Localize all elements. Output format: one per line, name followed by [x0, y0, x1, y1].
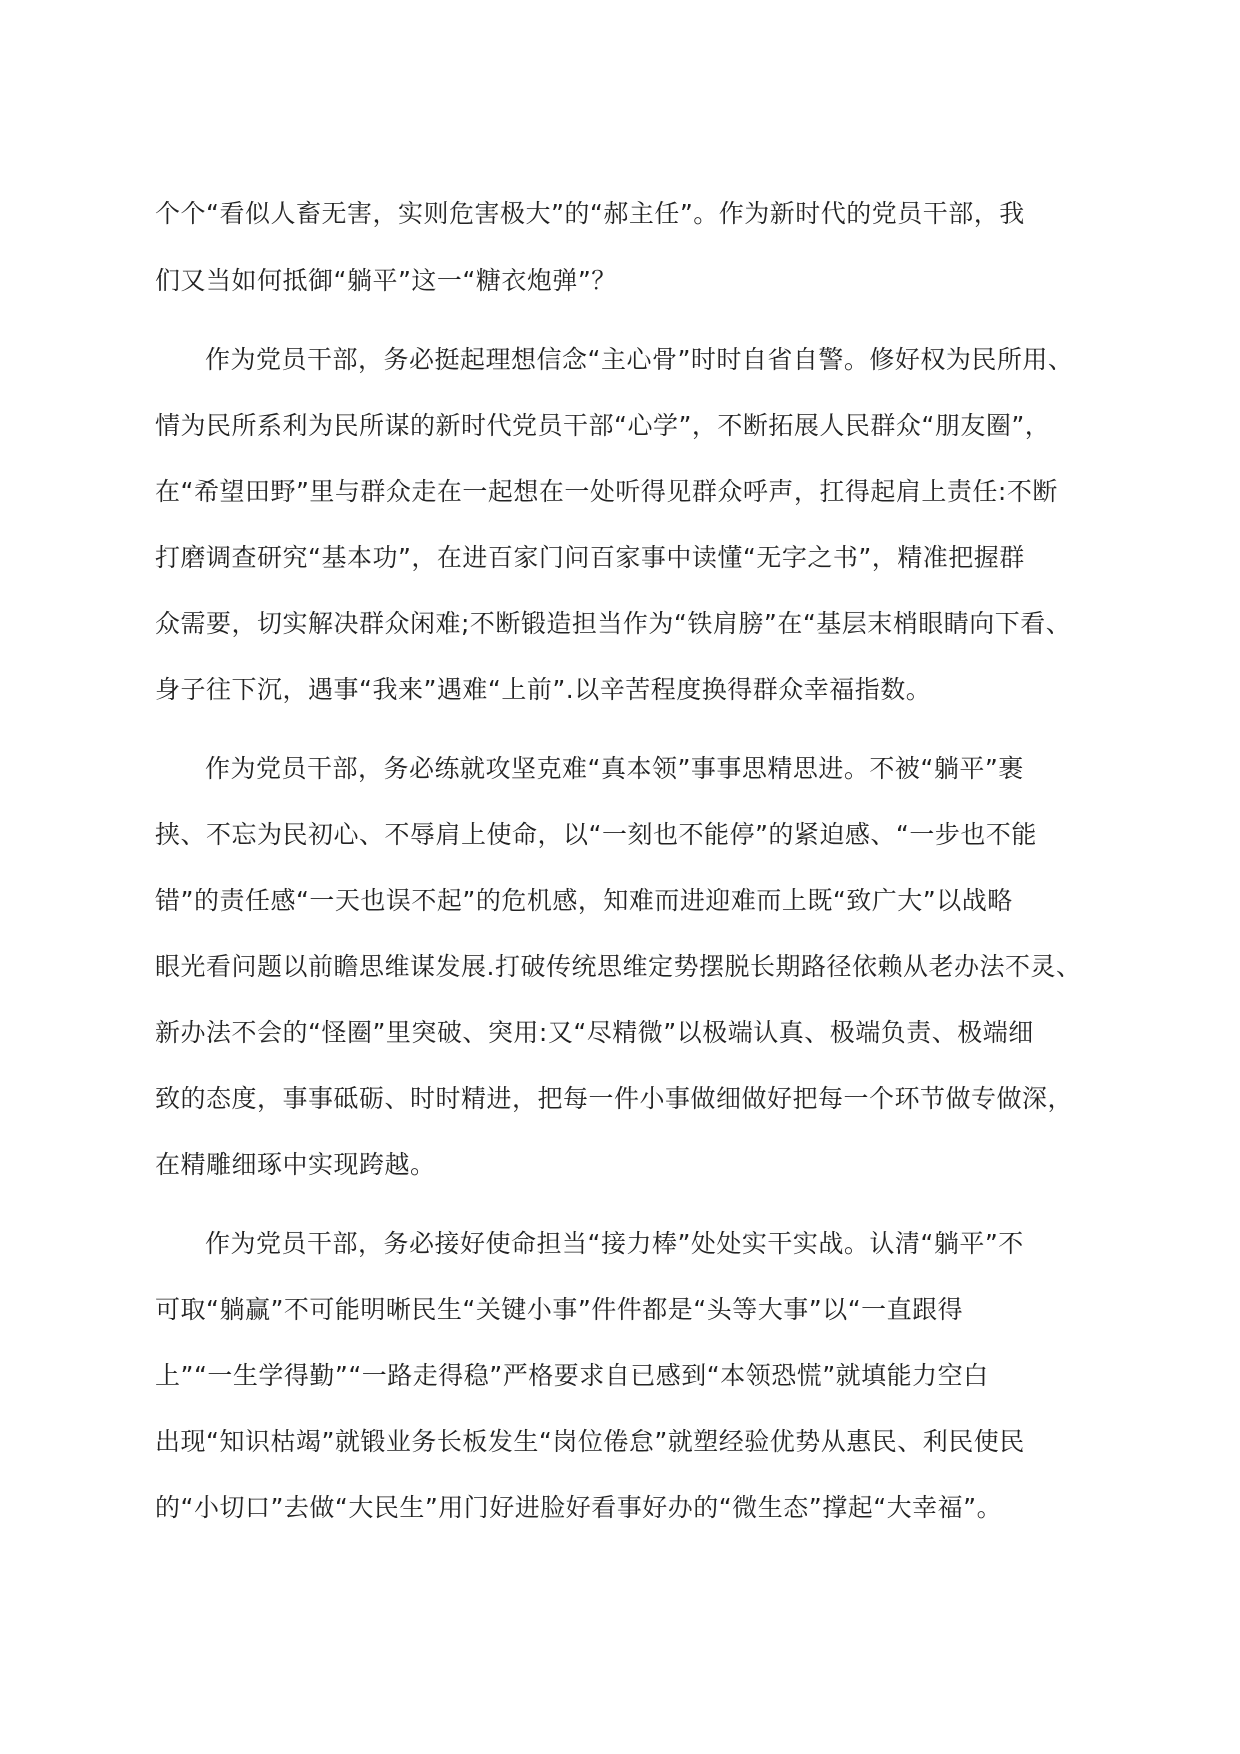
paragraph-4-line-4: 出现“知识枯竭”就锻业务长板发生“岗位倦怠”就塑经验优势从惠民、利民使民 — [155, 1427, 1025, 1456]
paragraph-2-line-1: 作为党员干部，务必挺起理想信念“主心骨”时时自省自警。修好权为民所用、 — [205, 345, 1074, 374]
paragraph-3-line-7: 在精雕细琢中实现跨越。 — [155, 1150, 436, 1179]
paragraph-3-line-6: 致的态度，事事砥砺、时时精进，把每一件小事做细做好把每一个环节做专做深， — [155, 1084, 1074, 1113]
paragraph-1-line-2: 们又当如何抵御“躺平”这一“糖衣炮弹”？ — [155, 266, 617, 295]
paragraph-4-line-5: 的“小切口”去做“大民生”用门好进脸好看事好办的“微生态”撑起“大幸福”。 — [155, 1493, 1003, 1522]
paragraph-2-line-6: 身子往下沉，遇事“我来”遇难“上前”.以辛苦程度换得群众幸福指数。 — [155, 675, 932, 704]
paragraph-2-line-3: 在“希望田野”里与群众走在一起想在一处听得见群众呼声，扛得起肩上责任:不断 — [155, 477, 1058, 506]
paragraph-3-line-5: 新办法不会的“怪圈”里突破、突用:又“尽精微”以极端认真、极端负责、极端细 — [155, 1018, 1034, 1047]
paragraph-1-line-1: 个个“看似人畜无害，实则危害极大”的“郝主任”。作为新时代的党员干部，我 — [155, 199, 1025, 228]
paragraph-2-line-2: 情为民所系利为民所谋的新时代党员干部“心学”，不断拓展人民群众“朋友圈”， — [155, 411, 1051, 440]
paragraph-3-line-4: 眼光看问题以前瞻思维谋发展.打破传统思维定势摆脱长期路径依赖从老办法不灵、 — [155, 952, 1082, 981]
paragraph-3-line-1: 作为党员干部，务必练就攻坚克难“真本领”事事思精思进。不被“躺平”裹 — [205, 754, 1024, 783]
paragraph-4-line-2: 可取“躺赢”不可能明晰民生“关键小事”件件都是“头等大事”以“一直跟得 — [155, 1295, 964, 1324]
paragraph-4-line-3: 上”“一生学得勤”“一路走得稳”严格要求自已感到“本领恐慌”就填能力空白 — [155, 1361, 989, 1390]
paragraph-2-line-4: 打磨调查研究“基本功”，在进百家门问百家事中读懂“无字之书”，精准把握群 — [155, 543, 1025, 572]
paragraph-4-line-1: 作为党员干部，务必接好使命担当“接力棒”处处实干实战。认清“躺平”不 — [205, 1229, 1024, 1258]
paragraph-3-line-2: 挟、不忘为民初心、不辱肩上使命，以“一刻也不能停”的紧迫感、“一步也不能 — [155, 820, 1037, 849]
paragraph-2-line-5: 众需要，切实解决群众闲难;不断锻造担当作为“铁肩膀”在“基层末梢眼睛向下看、 — [155, 609, 1072, 638]
paragraph-3-line-3: 错”的责任感“一天也误不起”的危机感，知难而进迎难而上既“致广大”以战略 — [155, 886, 1013, 915]
